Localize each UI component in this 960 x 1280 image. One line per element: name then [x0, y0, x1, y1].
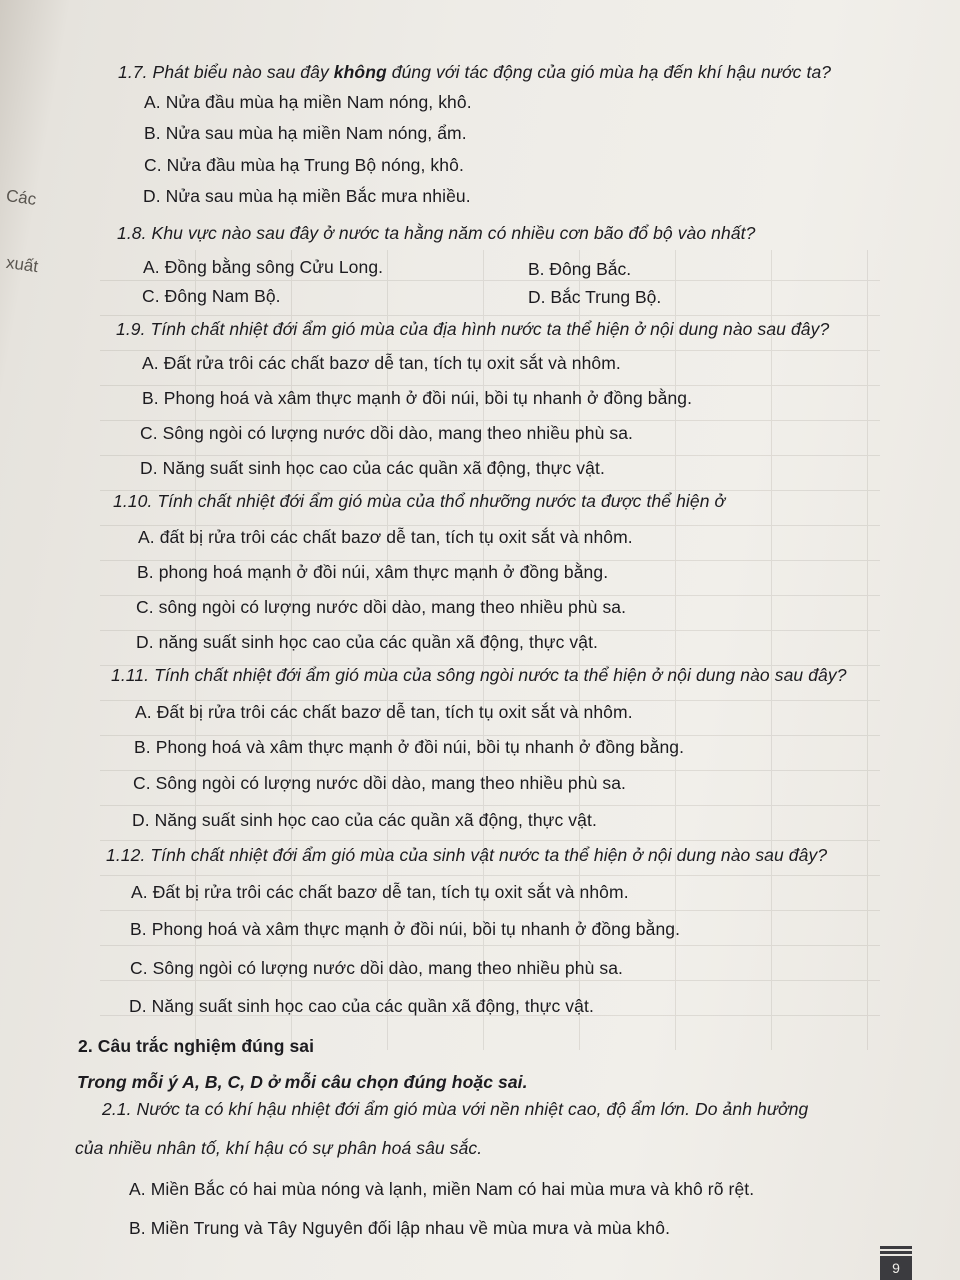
option-1-11-b: B. Phong hoá và xâm thực mạnh ở đồi núi, bồi tụ nhanh ở đồng bằng. [134, 737, 685, 757]
option-1-7-b: B. Nửa sau mùa hạ miền Nam nóng, ẩm. [144, 123, 467, 143]
option-1-7-a: A. Nửa đầu mùa hạ miền Nam nóng, khô. [144, 92, 472, 112]
option-1-11-d: D. Năng suất sinh học cao của các quần xã động, thực vật. [132, 810, 597, 830]
option-1-7-d: D. Nửa sau mùa hạ miền Bắc mưa nhiều. [143, 186, 471, 206]
option-1-10-b: B. phong hoá mạnh ở đồi núi, xâm thực mạnh ở đồng bằng. [137, 562, 609, 582]
option-2-1-b: B. Miền Trung và Tây Nguyên đối lập nhau về mùa mưa và mùa khô. [129, 1218, 671, 1238]
question-1-12-stem: 1.12. Tính chất nhiệt đới ẩm gió mùa của sinh vật nước ta thể hiện ở nội dung nào sau đây? [106, 845, 828, 865]
option-1-11-a: A. Đất bị rửa trôi các chất bazơ dễ tan, tích tụ oxit sắt và nhôm. [135, 702, 633, 722]
option-1-10-a: A. đất bị rửa trôi các chất bazơ dễ tan, tích tụ oxit sắt và nhôm. [138, 527, 633, 547]
option-1-12-c: C. Sông ngòi có lượng nước dồi dào, mang theo nhiều phù sa. [130, 958, 624, 978]
option-1-9-c: C. Sông ngòi có lượng nước dồi dào, mang theo nhiều phù sa. [140, 423, 634, 443]
question-1-9-stem: 1.9. Tính chất nhiệt đới ẩm gió mùa của địa hình nước ta thể hiện ở nội dung nào sau đây? [116, 319, 830, 339]
option-1-12-b: B. Phong hoá và xâm thực mạnh ở đồi núi, bồi tụ nhanh ở đồng bằng. [130, 919, 681, 939]
question-1-11-stem: 1.11. Tính chất nhiệt đới ẩm gió mùa của sông ngòi nước ta thể hiện ở nội dung nào sau đây? [111, 665, 847, 685]
option-1-9-b: B. Phong hoá và xâm thực mạnh ở đồi núi, bồi tụ nhanh ở đồng bằng. [142, 388, 693, 408]
page-number-rule [880, 1246, 912, 1249]
option-1-8-d: D. Bắc Trung Bộ. [528, 287, 662, 307]
option-1-12-d: D. Năng suất sinh học cao của các quần xã động, thực vật. [129, 996, 594, 1016]
option-1-7-c: C. Nửa đầu mùa hạ Trung Bộ nóng, khô. [144, 155, 464, 175]
section-2-instruction: Trong mỗi ý A, B, C, D ở mỗi câu chọn đúng hoặc sai. [77, 1072, 528, 1092]
question-1-8-stem: 1.8. Khu vực nào sau đây ở nước ta hằng năm có nhiều cơn bão đổ bộ vào nhất? [117, 223, 756, 243]
option-1-10-c: C. sông ngòi có lượng nước dồi dào, mang theo nhiều phù sa. [136, 597, 627, 617]
option-1-9-d: D. Năng suất sinh học cao của các quần xã động, thực vật. [140, 458, 605, 478]
page-number-rule [880, 1251, 912, 1254]
option-1-8-b: B. Đông Bắc. [528, 259, 632, 279]
question-1-7-stem: 1.7. Phát biểu nào sau đây không đúng với tác động của gió mùa hạ đến khí hậu nước ta? [118, 62, 832, 82]
question-2-1-stem-line2: của nhiều nhân tố, khí hậu có sự phân hoá sâu sắc. [75, 1138, 483, 1158]
option-2-1-a: A. Miền Bắc có hai mùa nóng và lạnh, miền Nam có hai mùa mưa và khô rõ rệt. [129, 1179, 755, 1199]
option-1-10-d: D. năng suất sinh học cao của các quần xã động, thực vật. [136, 632, 599, 652]
option-1-11-c: C. Sông ngòi có lượng nước dồi dào, mang theo nhiều phù sa. [133, 773, 627, 793]
option-1-9-a: A. Đất rửa trôi các chất bazơ dễ tan, tích tụ oxit sắt và nhôm. [142, 353, 621, 373]
option-1-12-a: A. Đất bị rửa trôi các chất bazơ dễ tan, tích tụ oxit sắt và nhôm. [131, 882, 629, 902]
question-2-1-stem-line1: 2.1. Nước ta có khí hậu nhiệt đới ẩm gió mùa với nền nhiệt cao, độ ẩm lớn. Do ảnh hưởng [102, 1099, 809, 1119]
page-number: 9 [880, 1256, 912, 1280]
option-1-8-a: A. Đồng bằng sông Cửu Long. [143, 257, 384, 277]
question-1-10-stem: 1.10. Tính chất nhiệt đới ẩm gió mùa của thổ nhưỡng nước ta được thể hiện ở [113, 491, 726, 511]
section-2-heading: 2. Câu trắc nghiệm đúng sai [78, 1036, 315, 1056]
option-1-8-c: C. Đông Nam Bộ. [142, 286, 281, 306]
margin-fragment: xuất [4, 252, 40, 277]
margin-fragment: Các [4, 185, 38, 210]
